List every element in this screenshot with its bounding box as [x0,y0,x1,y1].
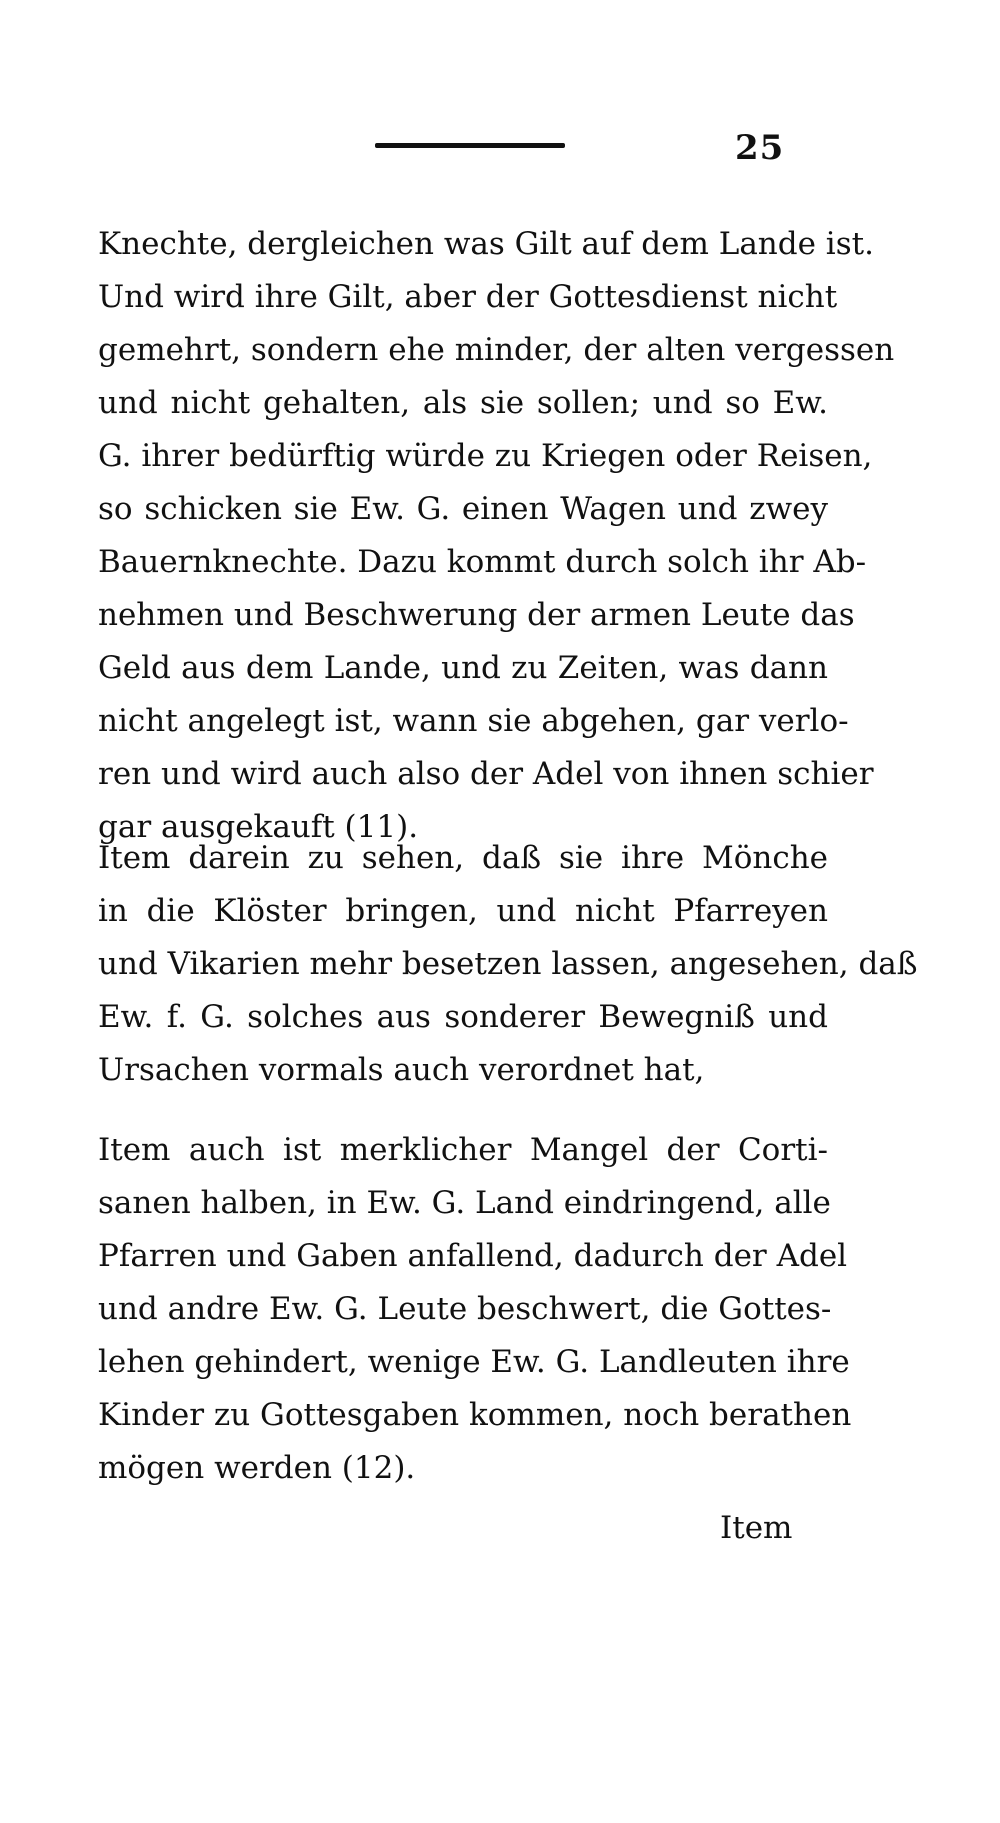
paragraph-2 [98,832,918,1097]
text-line: Bauernknechte. Dazu kommt durch solch ihr Ab- [98,544,867,580]
text-line: so schicken sie Ew. G. einen Wagen und zwey [98,491,828,527]
paragraph-3 [98,1124,852,1495]
text-line: Ursachen vormals auch verordnet hat, [98,1052,705,1088]
text-line: gar ausgekauft (11). [98,809,419,845]
text-line: mögen werden (12). [98,1450,416,1486]
header-rule [375,143,565,148]
text-line: Und wird ihre Gilt, aber der Gottesdienst nicht [98,279,838,315]
text-line: Geld aus dem Lande, und zu Zeiten, was dann [98,650,828,686]
text-line: in die Klöster bringen, und nicht Pfarreyen [98,893,828,929]
text-line: Pfarren und Gaben anfallend, dadurch der Adel [98,1238,848,1274]
text-line: ren und wird auch also der Adel von ihnen schier [98,756,874,792]
text-line: und nicht gehalten, als sie sollen; und so Ew. [98,385,828,421]
text-line: und andre Ew. G. Leute beschwert, die Gottes- [98,1291,832,1327]
text-line: Kinder zu Gottesgaben kommen, noch berathen [98,1397,852,1433]
page-number: 25 [735,128,785,168]
catchword: Item [720,1510,793,1546]
text-line: gemehrt, sondern ehe minder, der alten vergessen [98,332,895,368]
text-line: lehen gehindert, wenige Ew. G. Landleuten ihre [98,1344,850,1380]
text-line: Ew. f. G. solches aus sonderer Bewegniß und [98,999,828,1035]
paragraph-1 [98,218,895,854]
text-line: nehmen und Beschwerung der armen Leute das [98,597,855,633]
text-line: G. ihrer bedürftig würde zu Kriegen oder Reisen, [98,438,873,474]
text-line: Knechte, dergleichen was Gilt auf dem Lande ist. [98,226,874,262]
text-line: und Vikarien mehr besetzen lassen, angesehen, daß [98,946,918,982]
text-line: nicht angelegt ist, wann sie abgehen, gar verlo- [98,703,849,739]
text-line: Item darein zu sehen, daß sie ihre Mönche [98,840,828,876]
text-line: Item auch ist merklicher Mangel der Corti- [98,1132,828,1168]
text-line: sanen halben, in Ew. G. Land eindringend, alle [98,1185,831,1221]
